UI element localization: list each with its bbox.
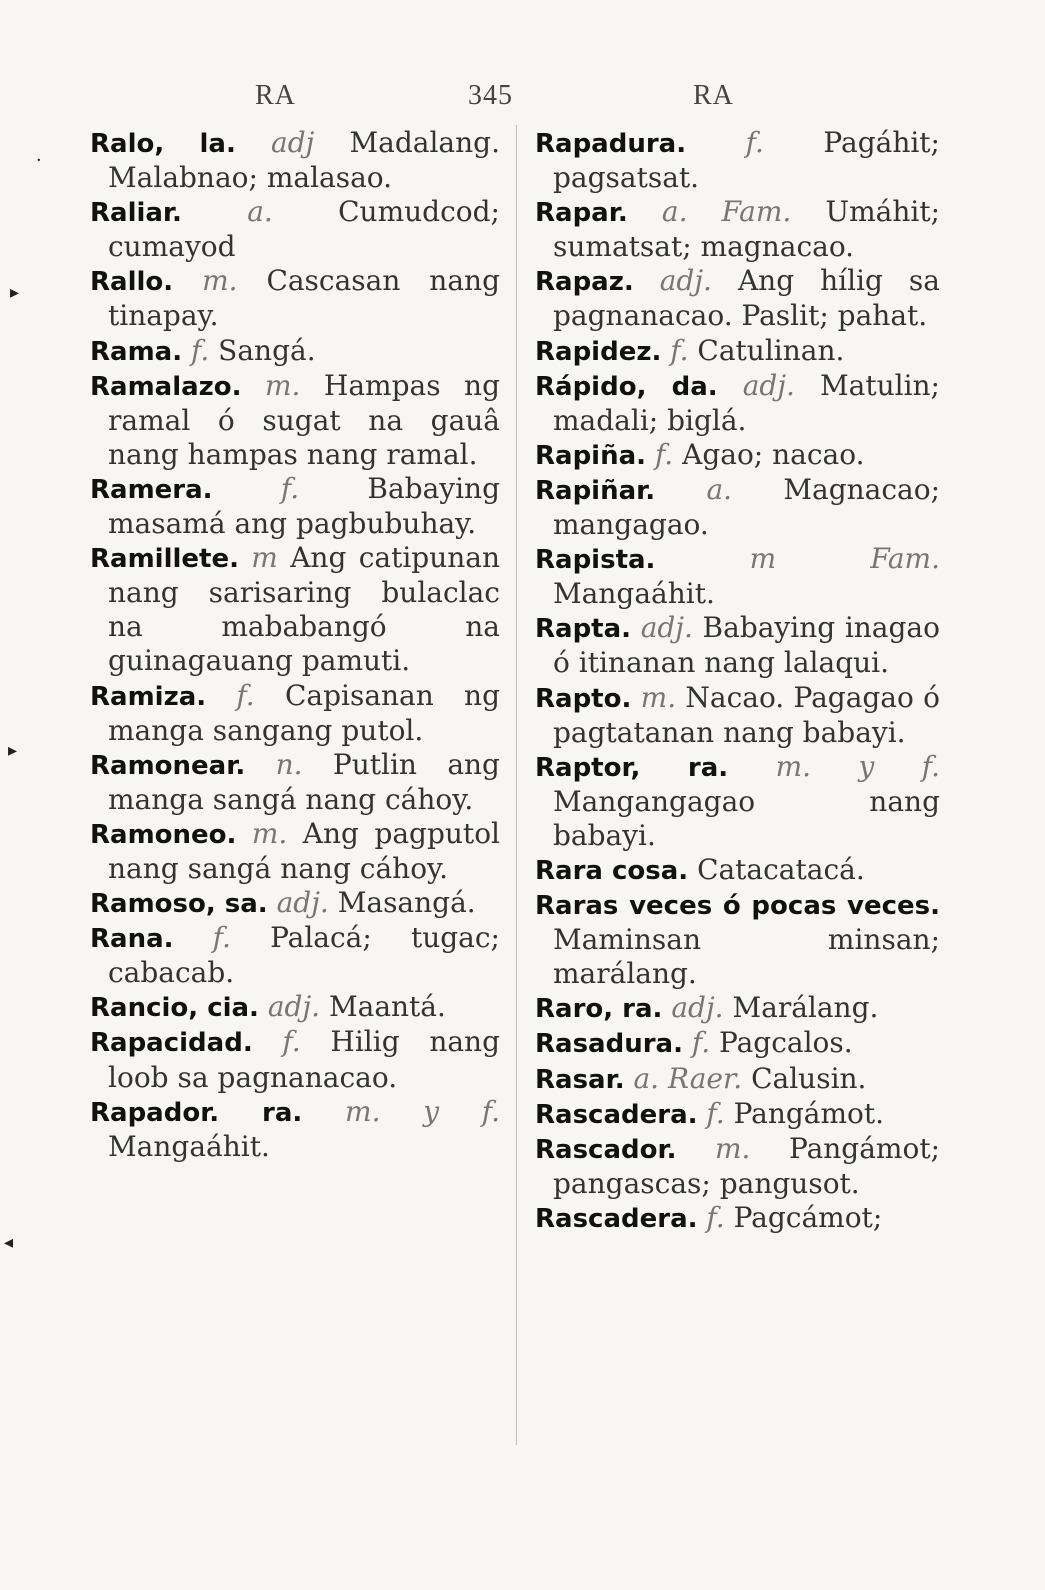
- entry-headword: Rapadura.: [535, 129, 687, 159]
- dictionary-entry: [90, 817, 500, 886]
- entry-headword: Rama.: [90, 336, 183, 367]
- dictionary-entry: [535, 1201, 940, 1236]
- entry-definition: Ang pagputol nang sangá nang cáhoy.: [108, 816, 500, 885]
- dictionary-entry: [90, 990, 500, 1025]
- entry-grammar: a.: [706, 472, 733, 506]
- dictionary-entry: [535, 1097, 940, 1132]
- entry-headword: Rapidez.: [535, 336, 662, 367]
- entry-definition: Catulinan.: [697, 333, 845, 367]
- entry-definition: Ang hílig sa pagnanacao. Paslit; pahat.: [553, 264, 940, 333]
- dictionary-entry: [90, 472, 500, 541]
- running-head-left: RA: [255, 80, 296, 111]
- entry-headword: Rapiñar.: [535, 475, 656, 506]
- entry-grammar: m.: [715, 1131, 751, 1165]
- entry-definition: Mangangagao nang babayi.: [553, 784, 940, 852]
- dictionary-entry: [90, 195, 500, 264]
- entry-definition: Umáhit; sumatsat; magnacao.: [553, 195, 941, 264]
- running-head-right: RA: [693, 80, 734, 111]
- entry-headword: Raro, ra.: [535, 994, 663, 1025]
- entry-grammar: m: [251, 541, 278, 575]
- entry-headword: Rascadera.: [535, 1099, 698, 1130]
- entry-definition: Maantá.: [328, 990, 446, 1024]
- margin-mark: ▸: [8, 740, 18, 761]
- entry-grammar: f.: [691, 1026, 711, 1060]
- entry-definition: Cascasan nang tinapay.: [108, 264, 500, 333]
- dictionary-entry: [535, 195, 940, 264]
- entry-definition: Marálang.: [732, 991, 879, 1025]
- entry-definition: Pagcalos.: [719, 1026, 853, 1060]
- entry-definition: Pangámot.: [733, 1096, 885, 1130]
- entry-grammar: adj.: [276, 886, 329, 920]
- entry-headword: Rapacidad.: [90, 1028, 253, 1059]
- dictionary-entry: [535, 264, 940, 333]
- dictionary-entry: [535, 1132, 940, 1201]
- dictionary-entry: [535, 853, 940, 888]
- entry-headword: Rapto.: [535, 683, 632, 714]
- entry-headword: Ramiza.: [90, 681, 207, 712]
- entry-definition: Pagáhit; pagsatsat.: [553, 126, 940, 195]
- entry-headword: Ramonear.: [90, 750, 246, 781]
- entry-grammar: f.: [212, 921, 231, 955]
- dictionary-entry: [90, 541, 500, 678]
- entry-grammar: adj.: [671, 991, 724, 1025]
- entry-grammar: f.: [654, 437, 674, 471]
- entry-grammar: f.: [236, 678, 255, 712]
- entry-grammar: f.: [706, 1096, 725, 1130]
- entry-grammar: f.: [280, 471, 300, 505]
- entry-definition: Mangaáhit.: [553, 577, 715, 611]
- dictionary-entry: [535, 334, 940, 369]
- dictionary-entry: [535, 369, 940, 438]
- dictionary-entry: [535, 1026, 940, 1061]
- dictionary-entry: [90, 369, 500, 472]
- entry-grammar: f.: [706, 1200, 725, 1234]
- entry-grammar: m.: [202, 264, 238, 298]
- dictionary-entry: [90, 748, 500, 817]
- margin-mark: ▸: [10, 282, 20, 303]
- entry-grammar: m.: [640, 680, 677, 714]
- entry-grammar: m Fam.: [749, 542, 941, 576]
- dictionary-entry: [535, 991, 940, 1026]
- dictionary-entry: [535, 750, 940, 853]
- entry-headword: Ramoneo.: [90, 819, 237, 850]
- entry-definition: Hilig nang loob sa pagnanacao.: [108, 1025, 501, 1094]
- entry-headword: Rasadura.: [535, 1029, 683, 1060]
- entry-headword: Rancio, cia.: [90, 993, 259, 1024]
- dictionary-entry: [90, 264, 500, 333]
- entry-headword: Rapta.: [535, 614, 632, 645]
- entry-definition: Ang catipunan nang sarisaring bulaclac na mababangó na guinagauang pamuti.: [108, 541, 500, 678]
- entry-headword: Rana.: [90, 924, 174, 955]
- entry-headword: Rallo.: [90, 267, 174, 298]
- entry-definition: Cumudcod; cumayod: [108, 195, 500, 264]
- dictionary-entry: [90, 334, 500, 369]
- entry-definition: Babaying masamá ang pagbubuhay.: [108, 471, 500, 541]
- entry-grammar: m. y f.: [345, 1094, 500, 1128]
- entry-headword: Rapista.: [535, 545, 656, 576]
- entry-grammar: adj.: [267, 990, 321, 1024]
- entry-headword: Raliar.: [90, 198, 182, 229]
- entry-definition: Matulin; madali; biglá.: [553, 368, 940, 437]
- entry-grammar: adj.: [659, 264, 712, 298]
- dictionary-entry: [90, 1095, 500, 1164]
- margin-mark: ◂: [4, 1232, 14, 1253]
- entry-headword: Raptor, ra.: [535, 752, 729, 783]
- entry-definition: Madalang. Malabnao; malasao.: [108, 126, 500, 195]
- margin-mark: ·: [36, 150, 42, 171]
- entry-headword: Rapador. ra.: [90, 1097, 303, 1128]
- entry-headword: Rara cosa.: [535, 855, 689, 886]
- entry-headword: Rascador.: [535, 1134, 677, 1165]
- entry-headword: Rascadera.: [535, 1203, 698, 1234]
- dictionary-entry: [535, 681, 940, 750]
- entry-headword: Ramoso, sa.: [90, 889, 268, 920]
- entry-grammar: adj: [271, 126, 315, 159]
- entry-headword: Ralo, la.: [90, 129, 236, 159]
- entry-headword: Ramalazo.: [90, 371, 242, 402]
- entry-headword: Ramillete.: [90, 544, 239, 575]
- dictionary-entry: [535, 438, 940, 473]
- dictionary-entry: [90, 886, 500, 921]
- left-column: [90, 126, 500, 1164]
- dictionary-entry: [535, 611, 940, 680]
- page-number: 345: [468, 80, 513, 111]
- entry-headword: Raras veces ó pocas veces.: [535, 891, 940, 922]
- entry-definition: Catacatacá.: [697, 852, 865, 886]
- dictionary-entry: [535, 1062, 940, 1097]
- entry-grammar: m. y f.: [775, 749, 940, 783]
- entry-definition: Nacao. Pagagao ó pagtatanan nang babayi.: [553, 680, 940, 749]
- dictionary-entry: [535, 542, 940, 611]
- entry-grammar: f.: [191, 333, 210, 367]
- entry-grammar: f.: [745, 126, 764, 159]
- entry-grammar: f.: [282, 1025, 301, 1059]
- entry-definition: Mangaáhit.: [108, 1129, 270, 1163]
- entry-definition: Pangámot; pangascas; pangusot.: [553, 1131, 941, 1200]
- dictionary-entry: [90, 1025, 500, 1094]
- entry-definition: Putlin ang manga sangá nang cáhoy.: [108, 747, 500, 816]
- dictionary-entry: [90, 921, 500, 990]
- entry-grammar: f.: [670, 333, 689, 367]
- entry-grammar: adj.: [742, 368, 795, 402]
- entry-definition: Calusin.: [751, 1061, 867, 1095]
- entry-definition: Masangá.: [337, 886, 476, 920]
- entry-definition: Magnacao; mangagao.: [553, 472, 941, 542]
- entry-grammar: a.: [247, 195, 273, 229]
- entry-definition: Hampas ng ramal ó sugat na gauâ nang hampas nang ramal.: [108, 368, 500, 471]
- entry-headword: Rapaz.: [535, 267, 634, 298]
- entry-headword: Rápido, da.: [535, 371, 718, 402]
- entry-definition: Sangá.: [218, 333, 316, 367]
- entry-definition: Palacá; tugac; cabacab.: [108, 921, 500, 990]
- dictionary-entry: [535, 126, 940, 195]
- entry-headword: Ramera.: [90, 474, 213, 505]
- entry-headword: Rapar.: [535, 198, 628, 229]
- column-divider: [516, 125, 517, 1445]
- entry-definition: Agao; nacao.: [682, 437, 865, 471]
- dictionary-entry: [535, 473, 940, 542]
- entry-definition: Capisanan ng manga sangang putol.: [108, 678, 500, 747]
- entry-grammar: m.: [265, 368, 301, 402]
- entry-grammar: adj.: [640, 611, 693, 645]
- entry-grammar: a. Raer.: [633, 1061, 743, 1095]
- dictionary-entry: [535, 888, 940, 991]
- entry-grammar: a. Fam.: [661, 195, 792, 229]
- entry-headword: Rasar.: [535, 1064, 625, 1095]
- entry-definition: Babaying inagao ó itinanan nang lalaqui.: [553, 611, 940, 680]
- entry-definition: Pagcámot;: [733, 1200, 883, 1234]
- dictionary-entry: [90, 679, 500, 748]
- page-header: [0, 80, 1045, 120]
- entry-grammar: m.: [251, 816, 288, 850]
- entry-grammar: n.: [275, 747, 303, 781]
- entry-definition: Maminsan minsan; marálang.: [553, 923, 940, 991]
- right-column: [535, 126, 940, 1236]
- dictionary-entry: [90, 126, 500, 195]
- entry-headword: Rapiña.: [535, 440, 647, 471]
